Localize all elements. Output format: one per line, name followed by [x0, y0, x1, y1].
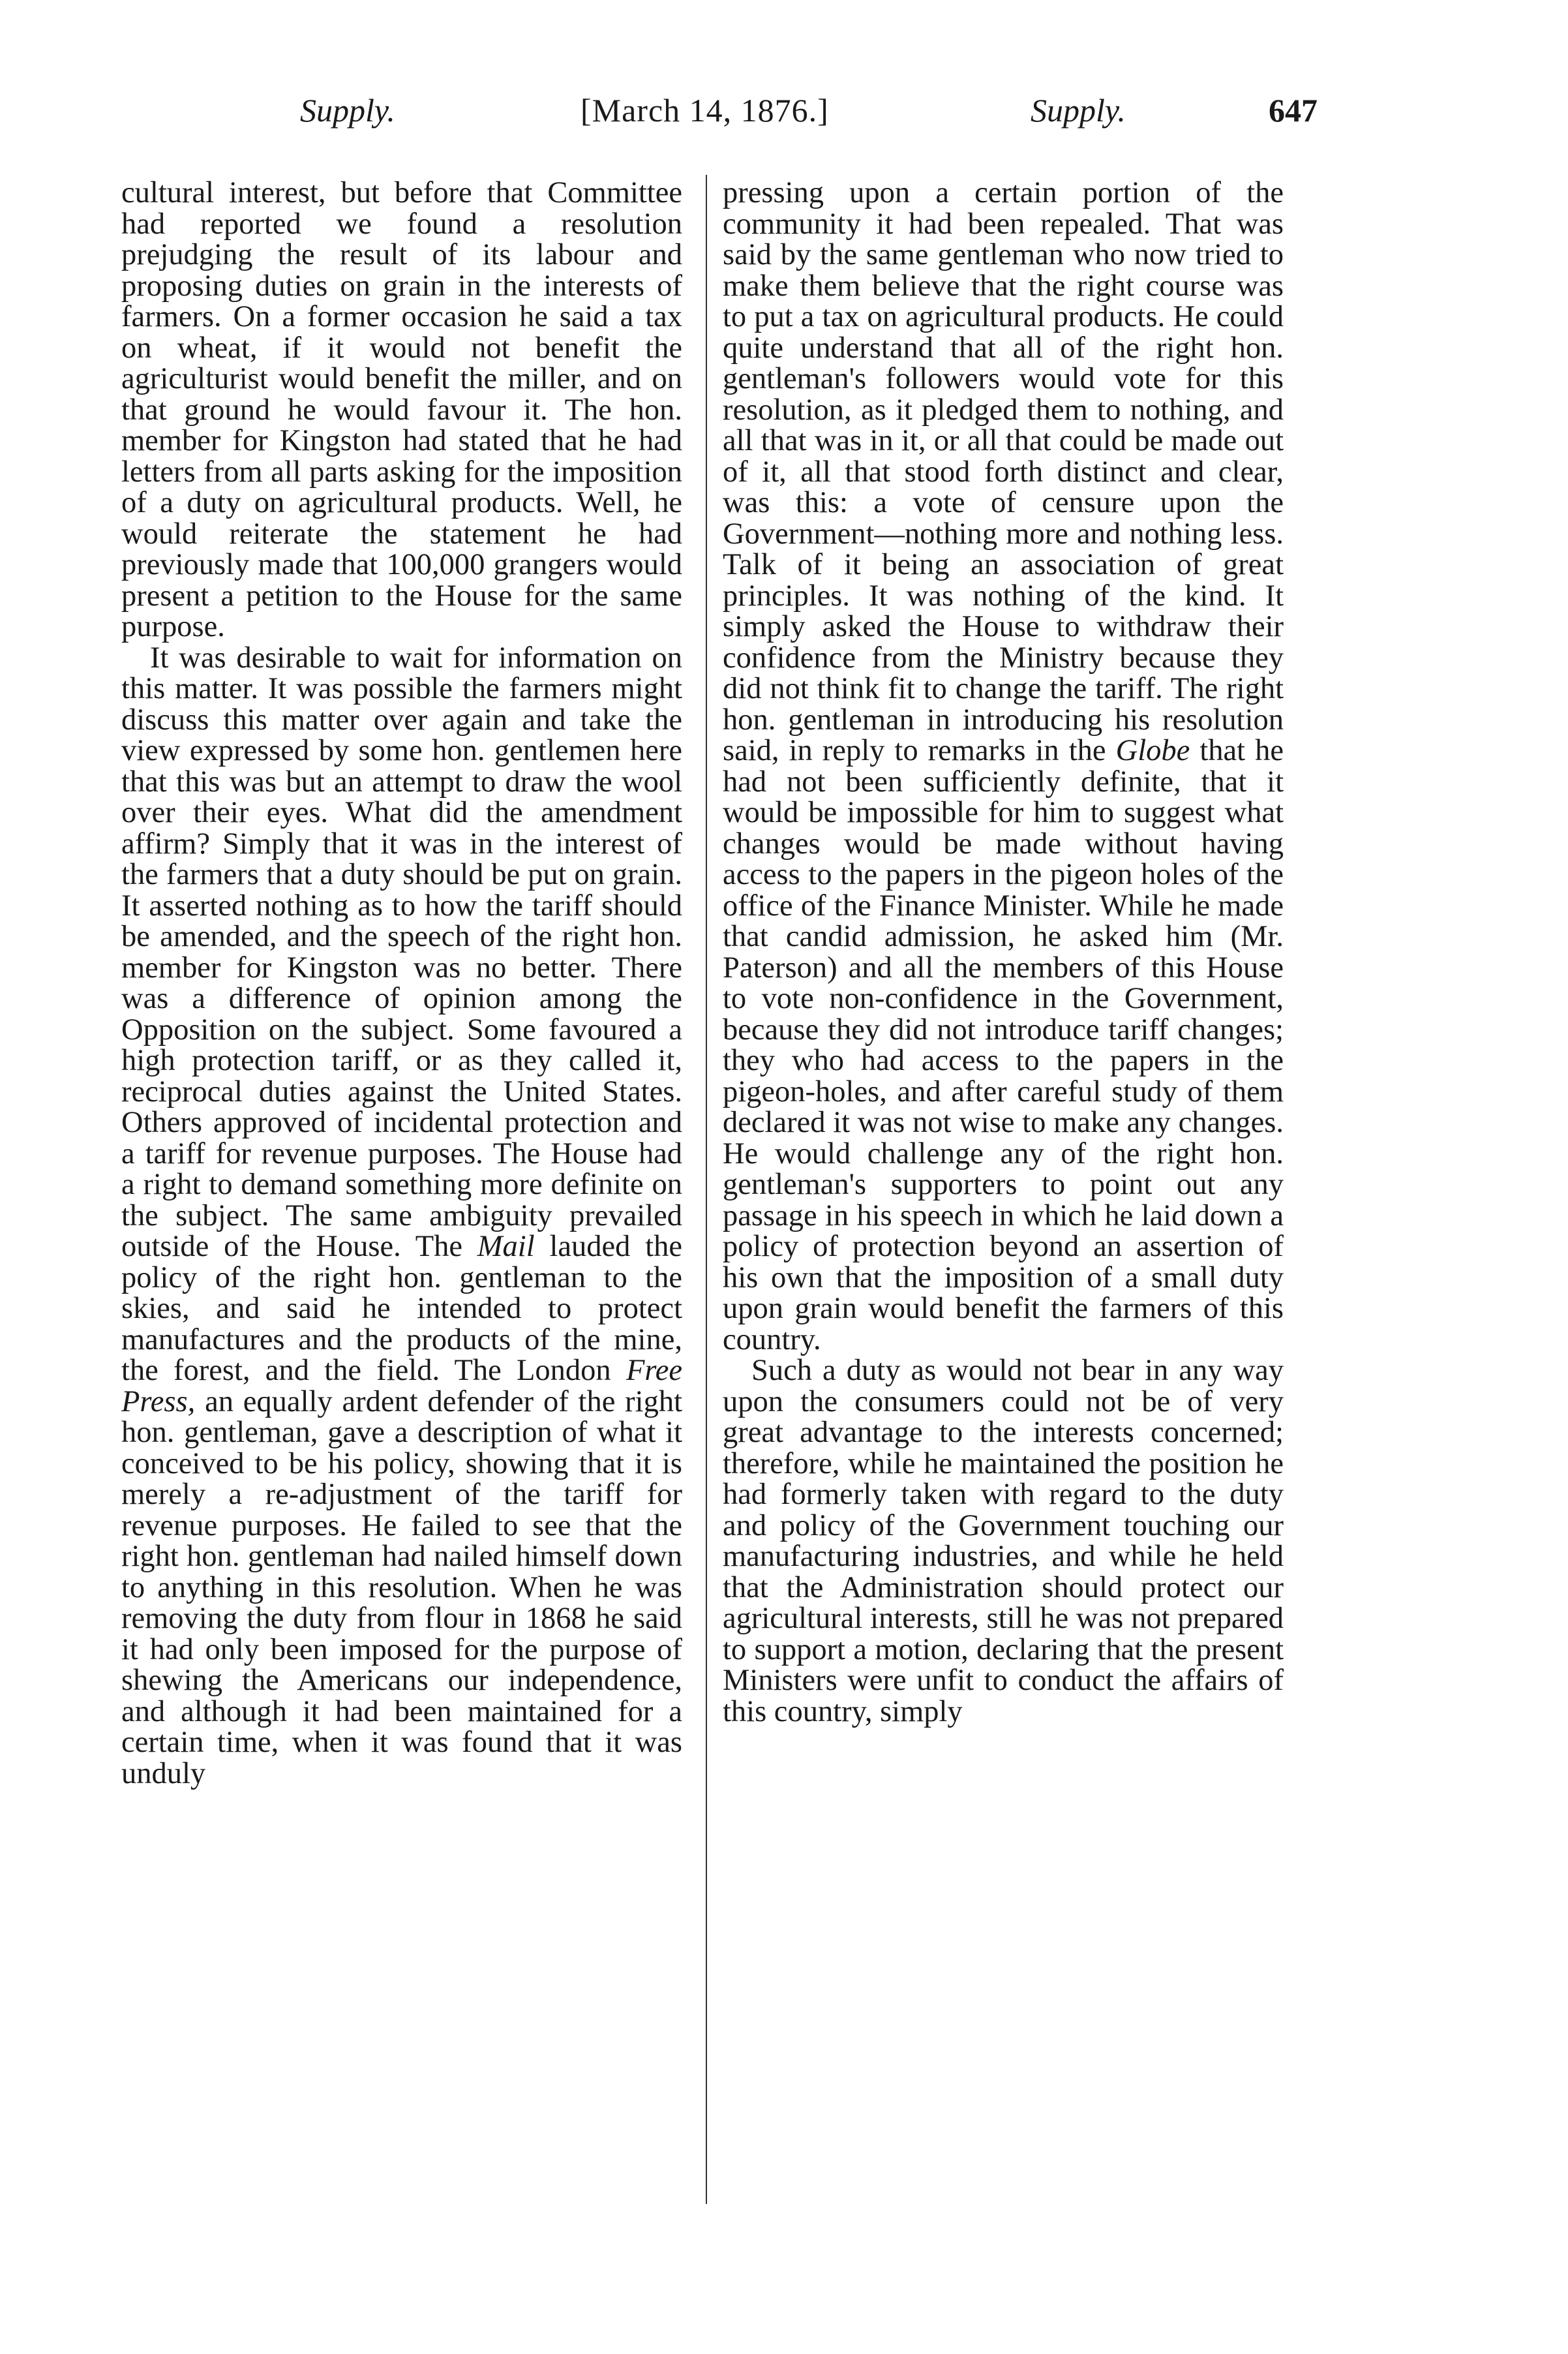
page-header [300, 91, 1318, 144]
running-head-left: Supply. [300, 92, 395, 129]
newspaper-title-mail: Mail [477, 1230, 535, 1263]
right-paragraph-1 [723, 177, 1284, 1355]
running-head-right: Supply. [1031, 92, 1126, 129]
right-column [723, 177, 1284, 1727]
running-head-date: [March 14, 1876.] [580, 92, 829, 129]
left-paragraph-2-part-a: It was desirable to wait for information on this matter. It was possible the farmers might discuss this matter over again and take the view expressed by some hon. gentlemen here that this was but an attempt to draw the wool over their eyes. What did the amendment affirm? Simply that it was in the interest of the farmers that a duty should be put on grain. It asserted nothing as to how the tariff should be amended, and the speech of the right hon. member for Kingston was no better. There was a difference of opinion among the Opposition on the subject. Some favoured a high protection tariff, or as they called it, reciprocal duties against the United States. Others approved of incidental protection and a tariff for revenue purposes. The House had a right to demand something more definite on the subject. The same ambiguity prevailed outside of the House. The [121, 641, 682, 1263]
left-paragraph-2-part-b: lauded the policy of the right hon. gentleman to the skies, and said he intended to protect manufactures and the products of the mine, the forest, and the field. The London [121, 1230, 682, 1387]
right-paragraph-1-part-b: that he had not been sufficiently definite, that it would be impossible for him to suggest what changes would be made without having access to the papers in the pigeon holes of the office of the Finance Minister. While he made that candid admission, he asked him (Mr. Paterson) and all the members of this House to vote non-confidence in the Government, because they did not introduce tariff changes; they who had access to the papers in the pigeon-holes, and after careful study of them declared it was not wise to make any changes. He would challenge any of the right hon. gentleman's supporters to point out any passage in his speech in which he laid down a policy of protection beyond an assertion of his own that the imposition of a small duty upon grain would benefit the farmers of this country. [723, 734, 1284, 1356]
right-paragraph-2: Such a duty as would not bear in any way upon the consumers could not be of very great advantage to the interests concerned; therefore, while he maintained the position he had formerly taken with regard to the duty and policy of the Government touching our manufacturing industries, and while he held that the Administration should protect our agricultural interests, still he was not prepared to support a motion, declaring that the present Ministers were unfit to conduct the affairs of this country, simply [723, 1354, 1284, 1728]
newspaper-title-free-press: Free Press, [121, 1354, 682, 1418]
newspaper-title-globe: Globe [1115, 734, 1190, 767]
right-paragraph-1-part-a: pressing upon a certain portion of the community it had been repealed. That was said by the same gentleman who now tried to make them believe that the right course was to put a tax on agricultural products. He could quite understand that all of the right hon. gentleman's followers would vote for this resolution, as it pledged them to nothing, and all that was in it, or all that could be made out of it, all that stood forth distinct and clear, was this: a vote of censure upon the Government—nothing more and nothing less. Talk of it being an association of great principles. It was nothing of the kind. It simply asked the House to withdraw their confidence from the Ministry because they did not think fit to change the tariff. The right hon. gentleman in introducing his resolution said, in reply to remarks in the [723, 176, 1284, 767]
left-paragraph-2-part-c: an equally ardent defender of the right hon. gentleman, gave a description of what it conceived to be his policy, showing that it is merely a re-adjustment of the tariff for revenue purposes. He failed to see that the right hon. gentleman had nailed himself down to anything in this resolution. When he was removing the duty from flour in 1868 he said it had only been imposed for the purpose of shewing the Americans our independence, and although it had been maintained for a certain time, when it was found that it was unduly [121, 1384, 682, 1790]
left-column [121, 177, 682, 1789]
column-divider [706, 175, 707, 2204]
left-paragraph-1: cultural interest, but before that Committee had reported we found a resolution prejudging the result of its labour and proposing duties on grain in the interests of farmers. On a former occasion he said a tax on wheat, if it would not benefit the agriculturist would benefit the miller, and on that ground he would favour it. The hon. member for Kingston had stated that he had letters from all parts asking for the imposition of a duty on agricultural products. Well, he would reiterate the statement he had previously made that 100,000 grangers would present a petition to the House for the same purpose. [121, 176, 682, 643]
page-number: 647 [1269, 92, 1318, 129]
left-paragraph-2 [121, 643, 682, 1790]
